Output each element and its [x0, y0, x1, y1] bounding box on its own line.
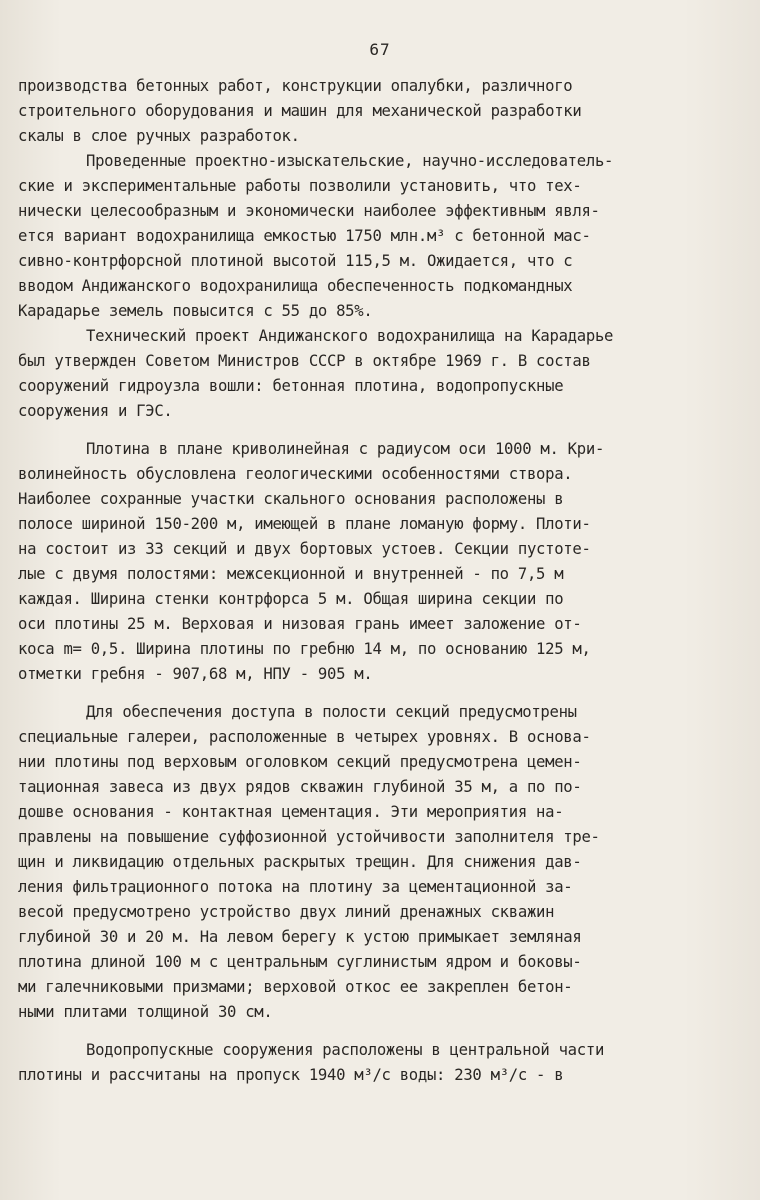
text-line: правлены на повышение суффозионной устойчивости заполнителя тре-: [18, 828, 600, 846]
text-line: плотины и рассчитаны на пропуск 1940 м³/с воды: 230 м³/с - в: [18, 1066, 564, 1084]
text-line: отметки гребня - 907,68 м, НПУ - 905 м.: [18, 665, 373, 683]
text-line: тационная завеса из двух рядов скважин глубиной 35 м, а по по-: [18, 778, 582, 796]
text-line: строительного оборудования и машин для механической разработки: [18, 102, 582, 120]
text-line: весой предусмотрено устройство двух линий дренажных скважин: [18, 903, 555, 921]
text-line: ми галечниковыми призмами; верховой откос ее закреплен бетон-: [18, 978, 573, 996]
text-line: Технический проект Андижанского водохранилища на Карадарье: [86, 327, 614, 345]
text-line: полосе шириной 150-200 м, имеющей в плане ломаную форму. Плоти-: [18, 515, 591, 533]
text-line: Для обеспечения доступа в полости секций предусмотрены: [86, 703, 577, 721]
text-line: лые с двумя полостями: межсекционной и внутренней - по 7,5 м: [18, 565, 564, 583]
text-line: оси плотины 25 м. Верховая и низовая грань имеет заложение от-: [18, 615, 582, 633]
text-line: ными плитами толщиной 30 см.: [18, 1003, 273, 1021]
text-line: нии плотины под верховым оголовком секций предусмотрена цемен-: [18, 753, 582, 771]
text-line: скалы в слое ручных разработок.: [18, 127, 300, 145]
text-line: производства бетонных работ, конструкции опалубки, различного: [18, 77, 573, 95]
text-line: плотина длиной 100 м с центральным суглинистым ядром и боковы-: [18, 953, 582, 971]
text-line: Плотина в плане криволинейная с радиусом оси 1000 м. Кри-: [86, 440, 605, 458]
text-line: сивно-контрфорсной плотиной высотой 115,5 м. Ожидается, что с: [18, 252, 573, 270]
text-line: глубиной 30 и 20 м. На левом берегу к устою примыкает земляная: [18, 928, 582, 946]
text-line: Водопропускные сооружения расположены в центральной части: [86, 1041, 605, 1059]
text-line: вводом Андижанского водохранилища обеспеченность подкомандных: [18, 277, 573, 295]
text-line: специальные галереи, расположенные в четырех уровнях. В основа-: [18, 728, 591, 746]
text-line: нически целесообразным и экономически наиболее эффективным явля-: [18, 202, 600, 220]
text-line: сооружения и ГЭС.: [18, 402, 173, 420]
text-line: ется вариант водохранилища емкостью 1750 млн.м³ с бетонной мас-: [18, 227, 591, 245]
text-line: Карадарье земель повысится с 55 до 85%.: [18, 302, 373, 320]
page-number: 67: [369, 40, 391, 59]
text-line: коса m= 0,5. Ширина плотины по гребню 14 м, по основанию 125 м,: [18, 640, 591, 658]
text-line: на состоит из 33 секций и двух бортовых устоев. Секции пустоте-: [18, 540, 591, 558]
text-line: каждая. Ширина стенки контрфорса 5 м. Общая ширина секции по: [18, 590, 564, 608]
text-line: Проведенные проектно-изыскательские, научно-исследователь-: [86, 152, 614, 170]
body-text: [18, 74, 678, 1088]
text-line: ления фильтрационного потока на плотину за цементационной за-: [18, 878, 573, 896]
text-line: Наиболее сохранные участки скального основания расположены в: [18, 490, 564, 508]
text-line: щин и ликвидацию отдельных раскрытых трещин. Для снижения дав-: [18, 853, 582, 871]
text-line: волинейность обусловлена геологическими особенностями створа.: [18, 465, 573, 483]
text-line: ские и экспериментальные работы позволили установить, что тех-: [18, 177, 582, 195]
text-line: был утвержден Советом Министров СССР в октябре 1969 г. В состав: [18, 352, 591, 370]
text-line: дошве основания - контактная цементация. Эти мероприятия на-: [18, 803, 564, 821]
text-line: сооружений гидроузла вошли: бетонная плотина, водопропускные: [18, 377, 564, 395]
